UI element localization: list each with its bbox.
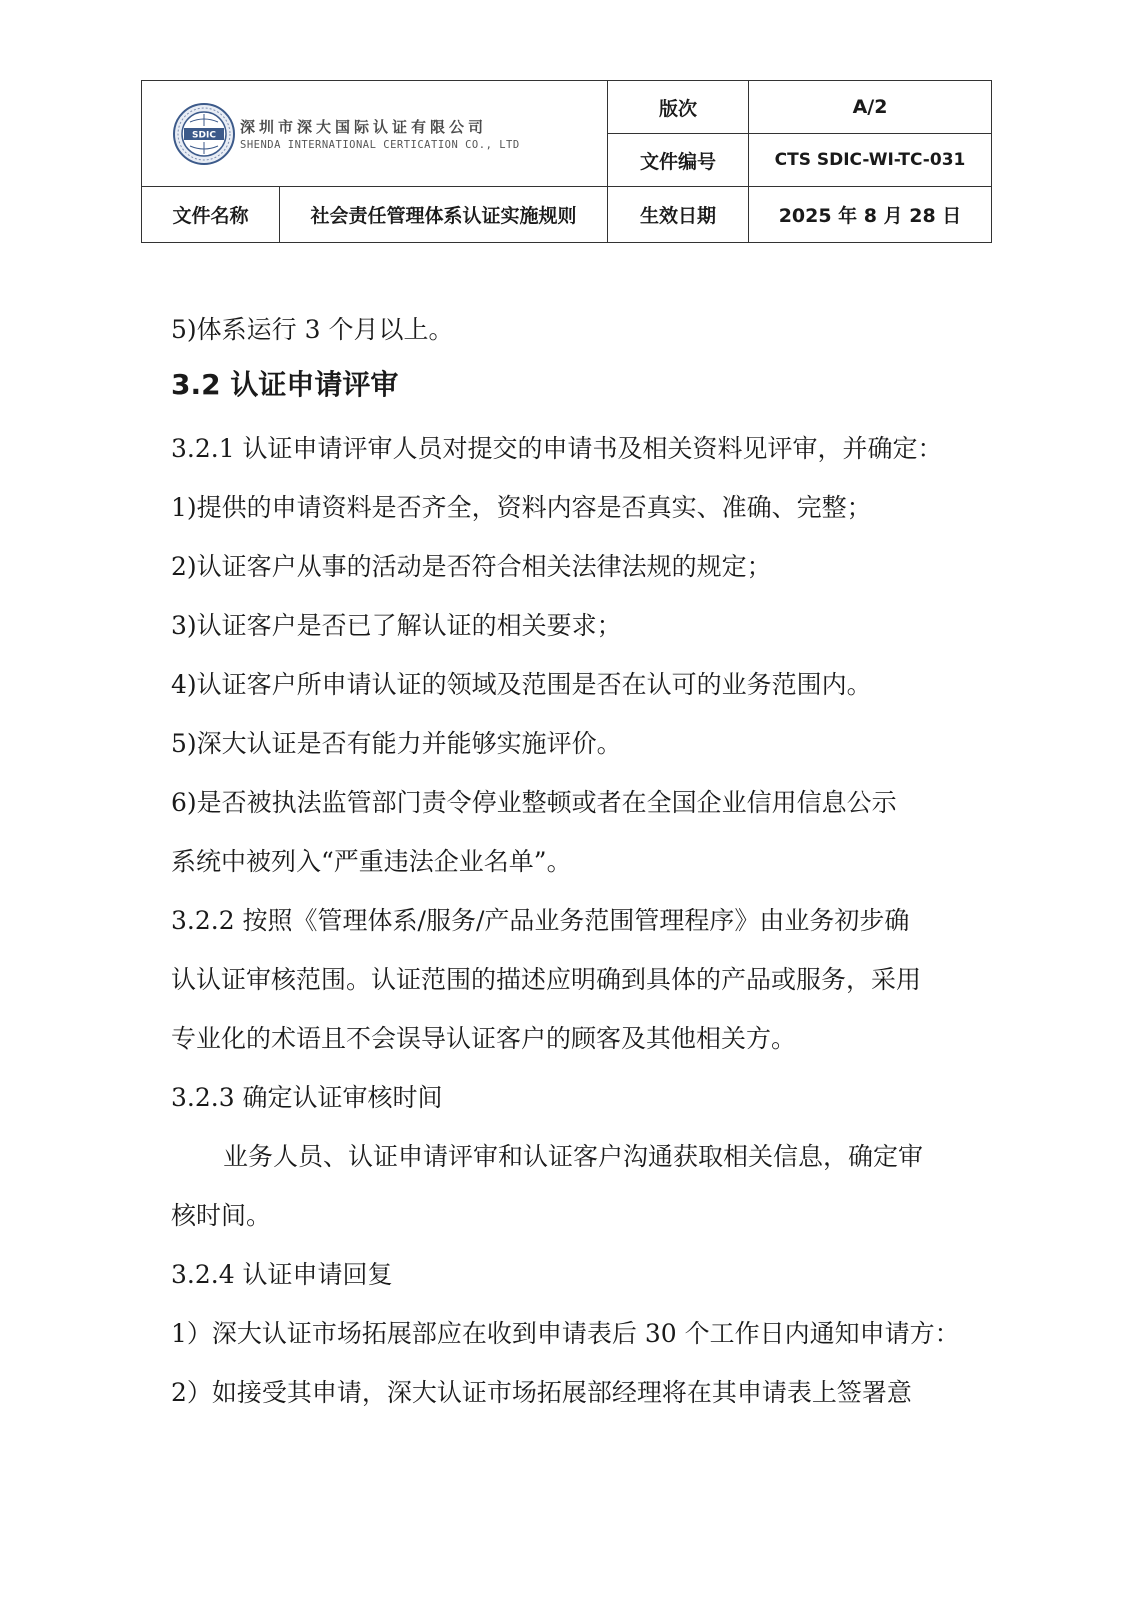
company-name-cn: 深圳市深大国际认证有限公司	[240, 118, 488, 136]
doc-no-label: 文件编号	[608, 134, 749, 187]
paragraph: 3.2.4 认证申请回复	[171, 1260, 393, 1289]
effective-date-value: 2025 年 8 月 28 日	[749, 187, 992, 243]
paragraph: 2)认证客户从事的活动是否符合相关法律法规的规定；	[171, 552, 772, 581]
version-label: 版次	[608, 81, 749, 134]
paragraph: 5)深大认证是否有能力并能够实施评价。	[171, 729, 622, 758]
paragraph: 6)是否被执法监管部门责令停业整顿或者在全国企业信用信息公示	[171, 788, 897, 817]
paragraph: 5)体系运行 3 个月以上。	[171, 315, 454, 344]
paragraph: 核时间。	[171, 1201, 272, 1230]
section-heading: 3.2 认证申请评审	[171, 368, 399, 401]
paragraph: 专业化的术语且不会误导认证客户的顾客及其他相关方。	[171, 1024, 797, 1053]
company-logo-cell	[142, 81, 608, 187]
paragraph: 2）如接受其申请，深大认证市场拓展部经理将在其申请表上签署意	[171, 1378, 912, 1407]
paragraph: 1）深大认证市场拓展部应在收到申请表后 30 个工作日内通知申请方：	[171, 1319, 960, 1348]
company-name-en: SHENDA INTERNATIONAL CERTICATION CO., LTD	[240, 139, 520, 151]
paragraph: 3.2.3 确定认证审核时间	[171, 1083, 443, 1112]
paragraph: 系统中被列入“严重违法企业名单”。	[171, 847, 572, 876]
effective-date-label: 生效日期	[608, 187, 749, 243]
company-logo-icon	[172, 102, 236, 166]
paragraph: 3.2.2 按照《管理体系/服务/产品业务范围管理程序》由业务初步确	[171, 906, 910, 935]
paragraph: 业务人员、认证申请评审和认证客户沟通获取相关信息，确定审	[223, 1142, 924, 1171]
paragraph: 1)提供的申请资料是否齐全，资料内容是否真实、准确、完整；	[171, 493, 872, 522]
logo-text: SDIC	[192, 130, 216, 140]
document-body	[171, 300, 971, 1422]
paragraph: 认认证审核范围。认证范围的描述应明确到具体的产品或服务，采用	[171, 965, 922, 994]
doc-name-value: 社会责任管理体系认证实施规则	[280, 187, 608, 243]
paragraph: 3)认证客户是否已了解认证的相关要求；	[171, 611, 622, 640]
doc-name-label: 文件名称	[142, 187, 280, 243]
version-value: A/2	[749, 81, 992, 134]
paragraph: 4)认证客户所申请认证的领域及范围是否在认可的业务范围内。	[171, 670, 872, 699]
paragraph: 3.2.1 认证申请评审人员对提交的申请书及相关资料见评审，并确定：	[171, 434, 943, 463]
document-header-table	[141, 80, 992, 243]
doc-no-value: CTS SDIC-WI-TC-031	[749, 134, 992, 187]
